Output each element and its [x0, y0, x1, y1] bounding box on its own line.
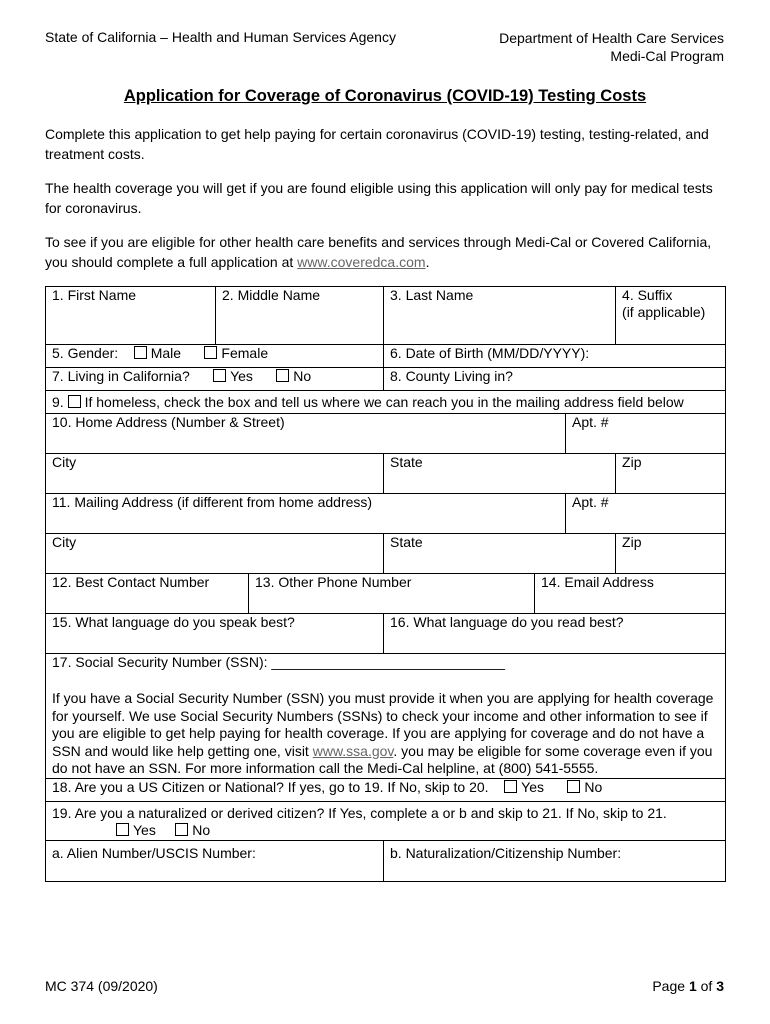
email-label: 14. Email Address	[541, 574, 654, 590]
last-name-field[interactable]	[384, 287, 616, 345]
citizen-yes-label: Yes	[521, 778, 544, 795]
page-current: 1	[688, 978, 697, 994]
mailing-city-label: City	[52, 534, 77, 550]
citizen-no-checkbox[interactable]	[567, 780, 580, 793]
home-apt-field[interactable]	[566, 414, 726, 454]
best-contact-label: 12. Best Contact Number	[52, 574, 210, 590]
county-label: 8. County Living in?	[390, 368, 513, 384]
alien-number-label: a. Alien Number/USCIS Number:	[52, 844, 256, 861]
homeless-checkbox[interactable]	[68, 395, 81, 408]
homeless-label: If homeless, check the box and tell us where we can reach you in the mailing address field below	[84, 394, 684, 410]
department-name: Department of Health Care Services	[499, 30, 724, 46]
ssn-info	[52, 690, 719, 778]
living-california-label: 7. Living in California?	[52, 368, 190, 384]
page-number	[652, 978, 724, 994]
naturalized-field	[46, 801, 726, 840]
ssn-info-text-end: . you may be eligible for some coverage even if you do not have an SSN. For more information call the Medi-Cal helpline, at (800) 541-5555.	[52, 742, 713, 776]
male-label: Male	[150, 345, 182, 361]
language-read-label: 16. What language do you read best?	[390, 614, 624, 630]
naturalized-label: 19. Are you a naturalized or derived citizen? If Yes, complete a or b and skip to 21. If No, skip to 21.	[52, 804, 667, 821]
first-name-field[interactable]	[46, 287, 216, 345]
gender-label: 5. Gender:	[52, 345, 119, 361]
home-address-field[interactable]	[46, 414, 566, 454]
mailing-city-field[interactable]	[46, 534, 384, 574]
coveredca-link[interactable]: www.coveredca.com	[297, 254, 426, 270]
program-name: Medi-Cal Program	[610, 48, 724, 64]
first-name-label: 1. First Name	[52, 287, 137, 303]
page-total: 3	[716, 978, 724, 994]
mailing-address-field[interactable]	[46, 494, 566, 534]
home-state-label: State	[390, 454, 423, 470]
department-header	[499, 29, 724, 65]
naturalized-yes-checkbox[interactable]	[116, 823, 129, 836]
home-apt-label: Apt. #	[572, 414, 609, 430]
naturalized-yes-label: Yes	[133, 821, 156, 838]
naturalization-number-label: b. Naturalization/Citizenship Number:	[390, 844, 622, 861]
other-phone-label: 13. Other Phone Number	[255, 574, 412, 590]
middle-name-field[interactable]	[216, 287, 384, 345]
mailing-zip-field[interactable]	[616, 534, 726, 574]
best-contact-field[interactable]	[46, 574, 249, 614]
home-city-field[interactable]	[46, 454, 384, 494]
mailing-apt-field[interactable]	[566, 494, 726, 534]
language-speak-field[interactable]	[46, 614, 384, 654]
last-name-label: 3. Last Name	[390, 287, 474, 303]
email-field[interactable]	[535, 574, 726, 614]
home-address-label: 10. Home Address (Number & Street)	[52, 414, 285, 430]
dob-label: 6. Date of Birth (MM/DD/YYYY):	[390, 345, 590, 361]
living-ca-no-checkbox[interactable]	[276, 369, 289, 382]
male-checkbox[interactable]	[134, 346, 147, 359]
intro-paragraph-2: The health coverage you will get if you are found eligible using this application will only pay for medical tests for coronavirus.	[45, 180, 713, 216]
county-field[interactable]	[384, 368, 726, 391]
page-title: Application for Coverage of Coronavirus (COVID-19) Testing Costs	[123, 87, 647, 105]
naturalized-no-label: No	[192, 821, 211, 838]
agency-header: State of California – Health and Human Services Agency	[45, 29, 396, 45]
intro-text-end: .	[425, 254, 430, 270]
living-ca-yes-checkbox[interactable]	[213, 369, 226, 382]
homeless-number: 9.	[52, 394, 64, 410]
page-mid: of	[696, 978, 717, 994]
mailing-zip-label: Zip	[622, 534, 642, 550]
ssa-link[interactable]: www.ssa.gov	[312, 742, 394, 759]
intro-paragraph-3	[45, 232, 725, 272]
mailing-state-field[interactable]	[384, 534, 616, 574]
suffix-field[interactable]	[616, 287, 726, 345]
suffix-note: (if applicable)	[622, 304, 706, 320]
homeless-field	[46, 391, 726, 414]
home-state-field[interactable]	[384, 454, 616, 494]
naturalized-no-checkbox[interactable]	[175, 823, 188, 836]
page-prefix: Page	[652, 978, 689, 994]
living-ca-no-label: No	[293, 368, 312, 384]
mailing-address-label: 11. Mailing Address (if different from home address)	[52, 494, 373, 510]
citizen-label: 18. Are you a US Citizen or National? If yes, go to 19. If No, skip to 20.	[52, 778, 489, 795]
middle-name-label: 2. Middle Name	[222, 287, 321, 303]
intro-paragraph-1: Complete this application to get help paying for certain coronavirus (COVID-19) testing, testing-related, and treatment costs.	[45, 126, 709, 162]
language-speak-label: 15. What language do you speak best?	[52, 614, 295, 630]
living-california-field	[46, 368, 384, 391]
mailing-state-label: State	[390, 534, 423, 550]
naturalization-number-field[interactable]	[384, 840, 726, 881]
gender-field	[46, 345, 384, 368]
ssn-label: 17. Social Security Number (SSN): ______________________________	[52, 654, 505, 670]
language-read-field[interactable]	[384, 614, 726, 654]
alien-number-field[interactable]	[46, 840, 384, 881]
suffix-label: 4. Suffix	[622, 287, 673, 303]
citizen-yes-checkbox[interactable]	[504, 780, 517, 793]
application-form	[45, 286, 726, 882]
intro-text: To see if you are eligible for other health care benefits and services through Medi-Cal or Covered California, you should complete a full application at	[45, 234, 712, 270]
ssn-field[interactable]	[46, 654, 726, 779]
home-city-label: City	[52, 454, 77, 470]
mailing-apt-label: Apt. #	[572, 494, 609, 510]
ssn-info-text: If you have a Social Security Number (SSN) you must provide it when you are applying for health coverage for yourself. We use Social Security Numbers (SSNs) to check your income and other information to see if you are eligible to get help paying for health coverage. If you are applying for coverage and do not have a SSN and would like help getting one, visit	[52, 690, 714, 759]
citizen-field	[46, 778, 726, 801]
home-zip-label: Zip	[622, 454, 642, 470]
living-ca-yes-label: Yes	[230, 368, 253, 384]
other-phone-field[interactable]	[249, 574, 535, 614]
citizen-no-label: No	[584, 778, 603, 795]
female-checkbox[interactable]	[204, 346, 217, 359]
home-zip-field[interactable]	[616, 454, 726, 494]
dob-field[interactable]	[384, 345, 726, 368]
form-id: MC 374 (09/2020)	[45, 978, 158, 994]
female-label: Female	[221, 345, 269, 361]
